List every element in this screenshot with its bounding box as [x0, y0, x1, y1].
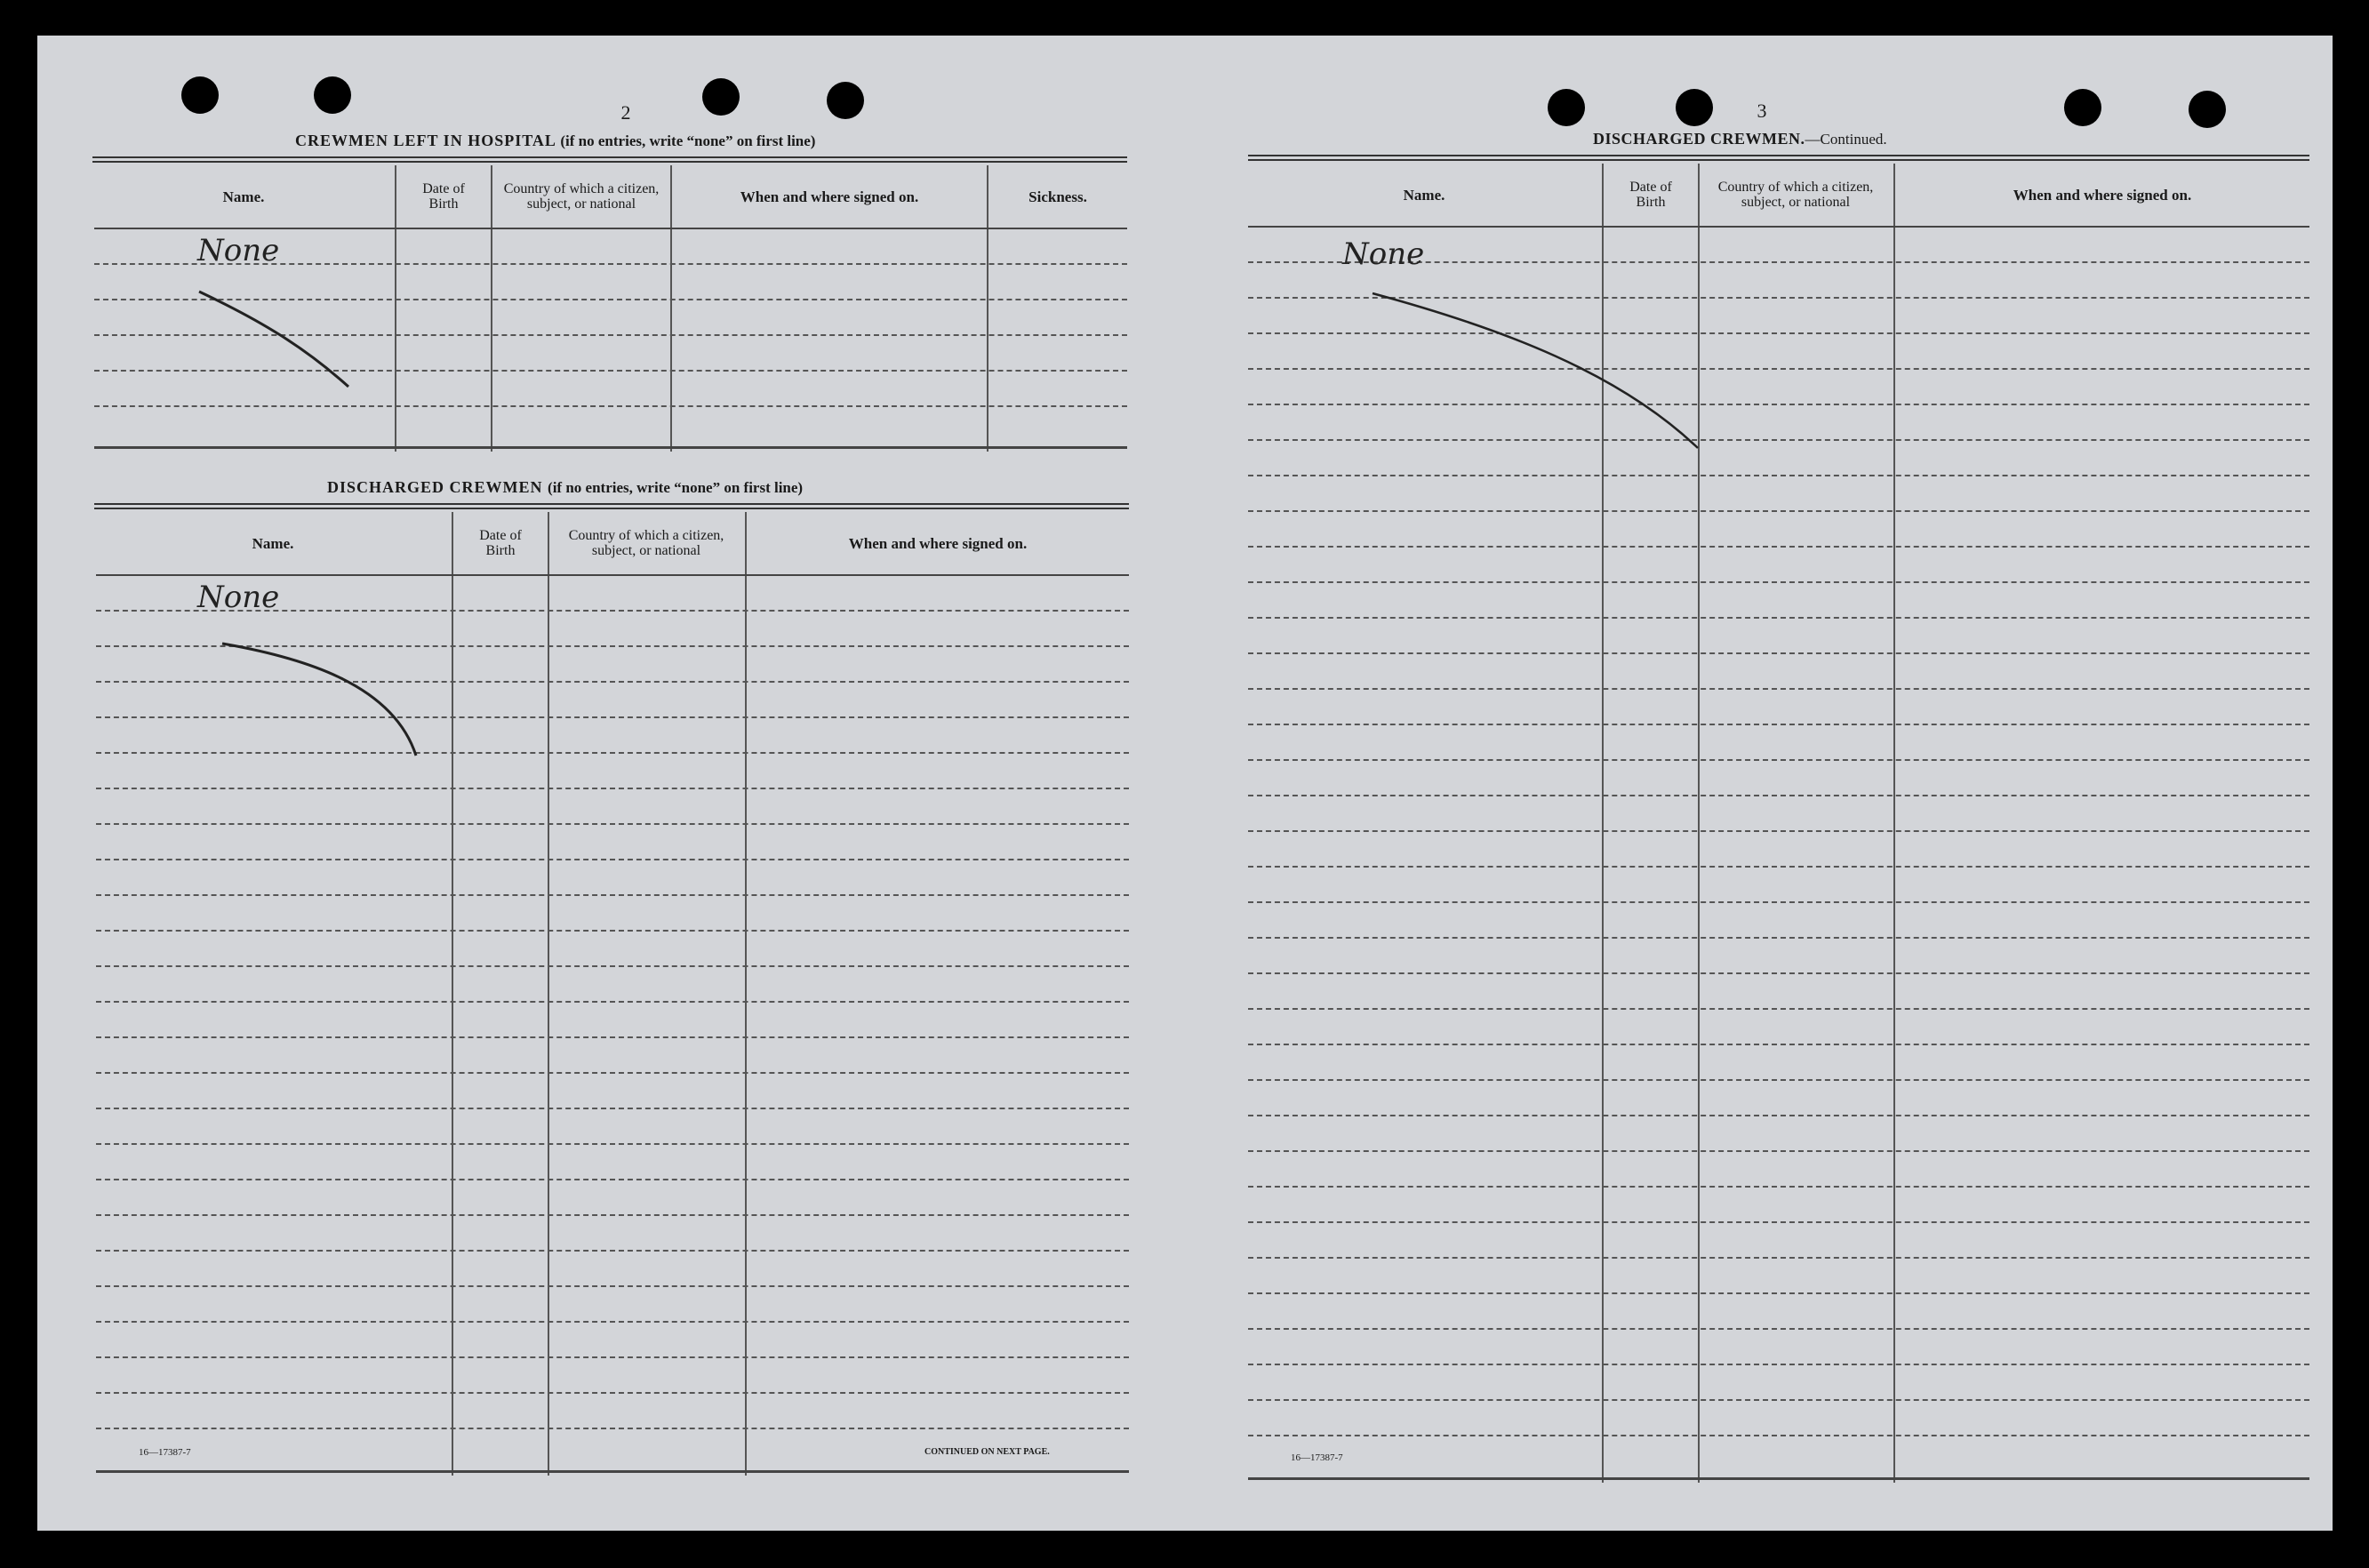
- handwritten-entry: None: [197, 580, 280, 615]
- document-sheet: [37, 36, 2333, 1531]
- column-header-name: Name.: [222, 188, 265, 205]
- column-header-country: Country of which a citizen, subject, or national: [1717, 180, 1874, 210]
- form-number: 16—17387-7: [1291, 1452, 1343, 1463]
- column-header-signed-on: When and where signed on.: [848, 534, 1028, 552]
- column-header-name: Name.: [1403, 186, 1445, 204]
- column-header-date-of-birth: Date of Birth: [422, 181, 465, 212]
- column-header-signed-on: When and where signed on.: [2013, 186, 2192, 204]
- form-number: 16—17387-7: [139, 1447, 191, 1458]
- handwritten-strike-marks: [37, 36, 2333, 1531]
- column-header-name: Name.: [252, 534, 294, 552]
- page-number: 3: [1757, 100, 1767, 122]
- page-number: 2: [620, 101, 631, 124]
- continued-text: —Continued.: [1805, 131, 1887, 148]
- handwritten-entry: None: [1342, 236, 1425, 272]
- column-header-sickness: Sickness.: [1028, 188, 1087, 205]
- discharged-subtitle-text: (if no entries, write “none” on first line): [548, 479, 804, 496]
- continued-note: CONTINUED ON NEXT PAGE.: [924, 1447, 1050, 1457]
- column-header-country: Country of which a citizen, subject, or national: [568, 528, 724, 558]
- discharged-title-text: DISCHARGED CREWMEN: [327, 478, 543, 496]
- right-title-text: DISCHARGED CREWMEN.: [1593, 130, 1805, 148]
- column-header-country: Country of which a citizen, subject, or national: [503, 181, 660, 212]
- hospital-subtitle-text: (if no entries, write “none” on first line): [560, 132, 816, 149]
- column-header-date-of-birth: Date of Birth: [1629, 180, 1672, 210]
- column-header-date-of-birth: Date of Birth: [479, 528, 522, 558]
- handwritten-entry: None: [197, 233, 280, 268]
- hospital-title-text: CREWMEN LEFT IN HOSPITAL: [295, 132, 556, 149]
- column-header-signed-on: When and where signed on.: [740, 188, 919, 205]
